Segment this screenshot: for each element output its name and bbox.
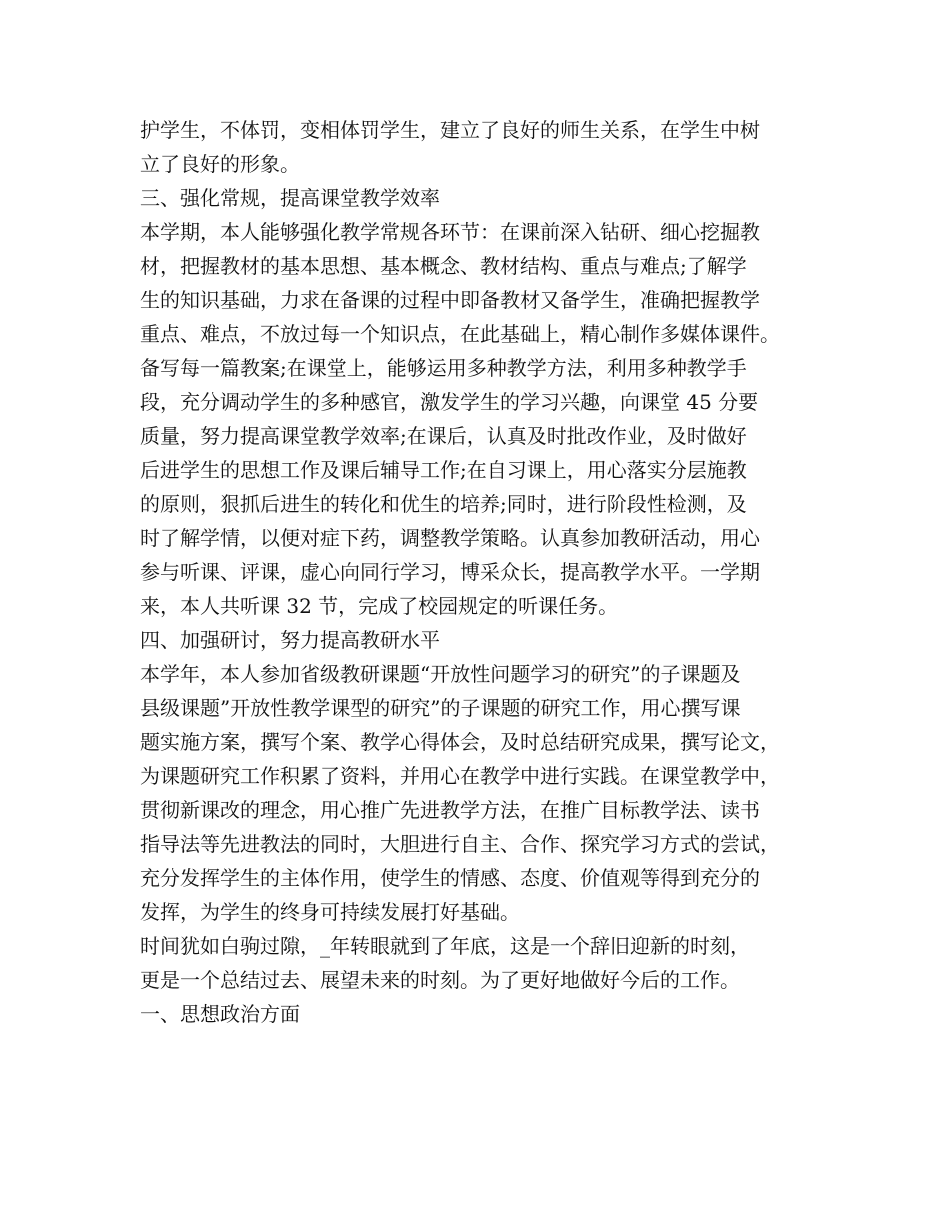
text-line: 时了解学情，以便对症下药，调整教学策略。认真参加教研活动，用心 [140, 526, 760, 550]
section-heading: 四、加强研讨，努力提高教研水平 [140, 628, 440, 652]
text-line: 贯彻新课改的理念，用心推广先进教学方法，在推广目标教学法、读书 [140, 798, 760, 822]
text-line: 参与听课、评课，虚心向同行学习，博采众长，提高教学水平。一学期 [140, 560, 760, 584]
text-line: 生的知识基础，力求在备课的过程中即备教材又备学生，准确把握教学 [140, 288, 760, 312]
text-line: 题实施方案，撰写个案、教学心得体会，及时总结研究成果，撰写论文， [140, 730, 780, 754]
text-line: 更是一个总结过去、展望未来的时刻。为了更好地做好今后的工作。 [140, 968, 740, 992]
text-line: 重点、难点，不放过每一个知识点，在此基础上，精心制作多媒体课件。 [140, 322, 780, 346]
document-body [140, 113, 830, 1031]
text-line: 备写每一篇教案;在课堂上，能够运用多种教学方法，利用多种教学手 [140, 356, 747, 380]
text-line: 后进学生的思想工作及课后辅导工作;在自习课上，用心落实分层施教 [140, 458, 747, 482]
text-line: 护学生，不体罚，变相体罚学生，建立了良好的师生关系，在学生中树 [140, 118, 760, 142]
text-line: 本学年，本人参加省级教研课题“开放性问题学习的研究”的子课题及 [140, 662, 741, 686]
text-line: 段，充分调动学生的多种感官，激发学生的学习兴趣，向课堂 45 分要 [140, 390, 759, 414]
text-line: 的原则，狠抓后进生的转化和优生的培养;同时，进行阶段性检测，及 [140, 492, 747, 516]
text-line: 立了良好的形象。 [140, 152, 300, 176]
text-line: 质量，努力提高课堂教学效率;在课后，认真及时批改作业，及时做好 [140, 424, 747, 448]
text-line: 指导法等先进教法的同时，大胆进行自主、合作、探究学习方式的尝试， [140, 832, 780, 856]
section-heading: 一、思想政治方面 [140, 1002, 300, 1026]
text-line: 为课题研究工作积累了资料，并用心在教学中进行实践。在课堂教学中， [140, 764, 780, 788]
text-line: 材，把握教材的基本思想、基本概念、教材结构、重点与难点;了解学 [140, 254, 747, 278]
text-line: 充分发挥学生的主体作用，使学生的情感、态度、价值观等得到充分的 [140, 866, 760, 890]
text-line: 时间犹如白驹过隙，_年转眼就到了年底，这是一个辞旧迎新的时刻， [140, 934, 750, 958]
text-line: 县级课题”开放性教学课型的研究”的子课题的研究工作，用心撰写课 [140, 696, 741, 720]
section-heading: 三、强化常规，提高课堂教学效率 [140, 186, 440, 210]
text-line: 来，本人共听课 32 节，完成了校园规定的听课任务。 [140, 594, 619, 618]
text-line: 本学期，本人能够强化教学常规各环节：在课前深入钻研、细心挖掘教 [140, 220, 760, 244]
text-line: 发挥，为学生的终身可持续发展打好基础。 [140, 900, 520, 924]
